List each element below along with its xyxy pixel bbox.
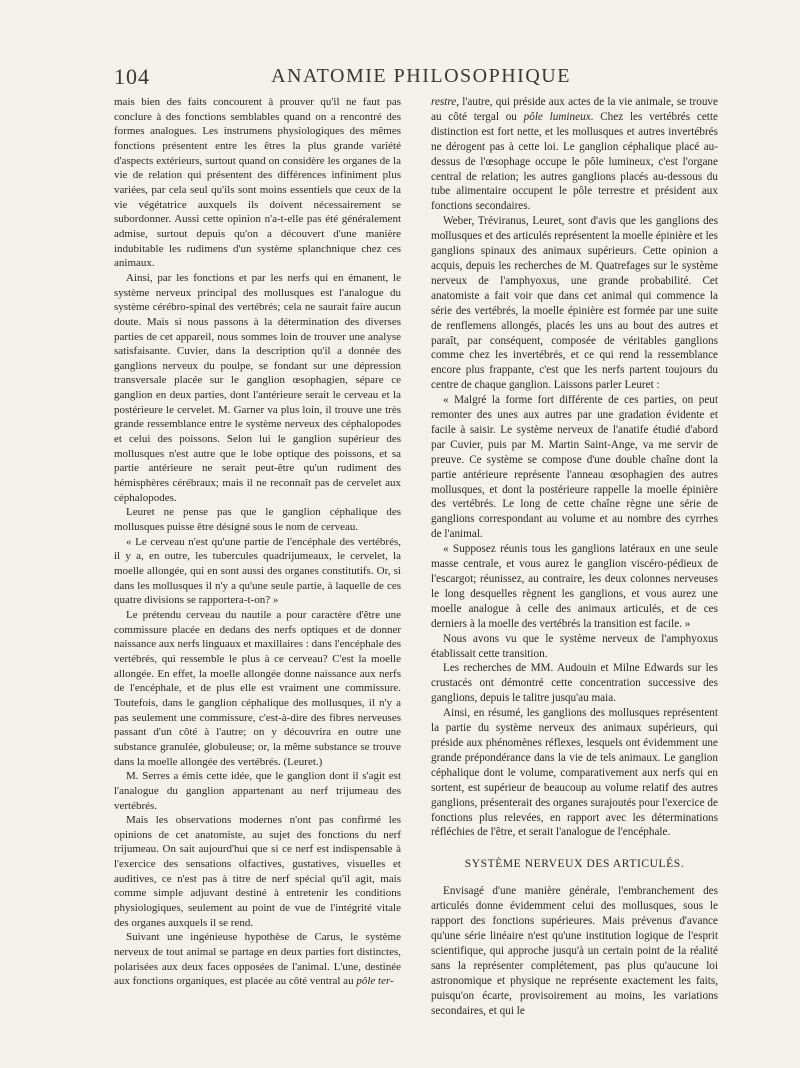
paragraph: Ainsi, en résumé, les ganglions des mollusques représentent la partie du système nerveux des animaux supérieurs, qui préside aux phénomènes réflexes, lesquels ont évidemment une grande prépondérance dans la vie de tels animaux. Le ganglion céphalique dont le volume, comparativement aux nerfs qui en sortent, est supérieur de beaucoup au volume relatif des autres ganglions, présenterait des organes surajoutés pour l'exercice de fonctions plus relevées, en rapport avec les déterminations réfléchies de l'être, et serait l'analogue de l'encéphale. [431,707,718,839]
paragraph: « Malgré la forme fort différente de ces parties, on peut remonter des unes aux autres par une gradation évidente et facile à saisir. Le système nerveux de l'anatife étudié d'abord par Cuvier, puis par M. Martin Saint-Ange, va me servir de preuve. Ce système se compose d'une double chaîne dont la partie antérieure représente l'anneau œsophagien des autres mollusques, et dont la postérieure rappelle la moelle épinière des vertébrés. Le long de cette chaîne règne une série de ganglions correspondant au volume et au nombre des cyrrhes de l'animal. [431,394,718,541]
page-number: 104 [114,64,150,89]
paragraph-continued [431,95,718,214]
paragraph: Ainsi, par les fonctions et par les nerfs qui en émanent, le système nerveux principal des mollusques est l'analogue du système cérébro-spinal des vertébrés; cela ne saurait faire aucun doute. Mais si nous passons à la détermination des diverses parties de cet appareil, nous sommes loin de trouver une analyse satisfaisante. Cuvier, dans la description qu'il a donnée des ganglions nerveux du poulpe, se fondant sur une dépression transversale placée sur le ganglion œsophagien, sépare ce ganglion en deux parties, dont l'antérieure serait le cerveau et la postérieure le cervelet. M. Garner va plus loin, il trouve une très grande ressemblance entre le système nerveux des céphalopodes et celui des poissons. Selon lui le ganglion supérieur des mollusques n'est autre que le lobe optique des poissons, et sa partie antérieure ne serait peut-être qu'un rudiment des hémisphères cérébraux; mais il ne reconnaît pas de cervelet aux céphalopodes. [114,271,401,504]
paragraph-text: Suivant une ingénieuse hypothèse de Carus, le système nerveux de tout animal se partage en deux parties fort distinctes, polarisées aux deux faces opposées de l'animal. L'une, destinée aux fonctions organiques, est placée au côté ventral au [114,931,401,988]
text-columns [114,95,718,1018]
paragraph: « Supposez réunis tous les ganglions latéraux en une seule masse centrale, et vous aurez le ganglion viscéro-pédieux de l'escargot; réunissez, au contraire, les deux colonnes nerveuses le long desquelles règnent les ganglions, et vous aurez une moelle analogue à celle des animaux articulés, et de ces derniers à la moelle des vertébrés la transition est facile. » [431,543,718,630]
paragraph-text: . Chez les vertébrés cette distinction est fort nette, et les mollusques et autres invertébrés ne dérogent pas à cette loi. Le ganglion céphalique placé au-dessus de l'œsophage occupe le pôle lumineux, c'est l'organe central de relation; les autres ganglions placés au-dessous du tube alimentaire occupent le pôle terrestre et président aux fonctions secondaires. [431,110,718,213]
paragraph: « Le cerveau n'est qu'une partie de l'encéphale des vertébrés, il y a, en outre, les tubercules quadrijumeaux, le cervelet, la moelle allongée, qui en sont aussi des organes constitutifs. Or, si dans les mollusques il n'y a qu'une seule partie, à laquelle de ces quatre divisions se rapportera-t-on? » [114,535,401,607]
section-heading: SYSTÈME NERVEUX DES ARTICULÉS. [464,858,685,871]
paragraph: M. Serres a émis cette idée, que le ganglion dont il s'agit est l'analogue du ganglion appartenant au nerf trijumeau des vertébrés. [114,770,401,812]
paragraph: Mais les observations modernes n'ont pas confirmé les opinions de cet anatomiste, au sujet des fonctions du nerf trijumeau. On sait aujourd'hui que si ce nerf est indispensable à l'exercice des sensations olfactives, gustatives, visuelles et auditives, ce n'est pas à titre de nerf spécial qu'il agit, mais comme simple adjuvant destiné à entretenir les conditions physiologiques, seulement au point de vue de l'intégrité vitale des organes auxquels il se rend. [114,814,401,929]
paragraph: Le prétendu cerveau du nautile a pour caractère d'être une commissure placée en dedans des nerfs optiques et de donner naissance aux nerfs linguaux et maxillaires : dans l'encéphale des vertébrés, qui ressemble le plus à ce cerveau? C'est la moelle allongée. En effet, la moelle allongée donne naissance aux nerfs de l'encéphale, et de plus elle est vraiment une commissure. Toutefois, dans le ganglion céphalique des mollusques, il n'y a pas seulement une commissure, c'est-à-dire des fibres nerveuses passant d'un côté à l'autre; on y découvrira en outre une substance granulée, globuleuse; or, la même substance se trouve dans la moelle allongée des vertébrés. (Leuret.) [114,608,401,768]
paragraph-text: l'autre, qui préside aux actes de la vie animale, se trouve au côté tergal ou [431,96,718,123]
paragraph-carus [114,930,401,989]
paragraph: mais bien des faits concourent à prouver qu'il ne faut pas conclure à des fonctions semblables quand on a rencontré des formes analogues. Les instrumens physiologiques des mêmes fonctions présentent entre les êtres la plus grande variété d'aspects extérieurs, surtout quand on considère les organes de la vie de relation qui présentent des différences infiniment plus variées, par cela seul qu'ils sont moins essentiels que ceux de la vie végétatrice auxquels ils doivent nécessairement se subordonner. Aussi cette opinion n'a-t-elle pas été généralement admise, surtout depuis qu'on a découvert d'une manière indubitable les rudimens d'un système splanchnique chez ces animaux. [114,96,401,270]
paragraph: Les recherches de MM. Audouin et Milne Edwards sur les crustacés ont démontré cette concentration successive des ganglions, depuis le talitre jusqu'au maia. [431,662,718,705]
paragraph: Nous avons vu que le système nerveux de l'amphyoxus établissait cette transition. [431,632,718,660]
paragraph: Envisagé d'une manière générale, l'embranchement des articulés donne évidemment celui des mollusques, sous le rapport des fonctions supérieures. Mais prévenus d'avance qu'une série linéaire n'est qu'une institution logique de l'esprit scientifique, qui approche jusqu'à un certain point de la réalité sans la représenter complétement, pas plus qu'aucune loi astronomique et physique ne représente exactement les faits, puisqu'on écarte, provisoirement au moins, les variations secondaires, et qui le [431,885,718,1017]
paragraph: Leuret ne pense pas que le ganglion céphalique des mollusques puisse être désigné sous le nom de cerveau. [114,506,401,534]
italic-term: restre, [431,96,460,108]
italic-term: pôle ter- [356,975,394,988]
paragraph: Weber, Tréviranus, Leuret, sont d'avis que les ganglions des mollusques et des articulés représentent la moelle épinière et les ganglions spinaux des animaux supérieurs. Cette opinion a acquis, depuis les recherches de M. Quatrefages sur le système nerveux de l'amphyoxus, une grande probabilité. Cet anatomiste a fait voir que dans cet animal qui commence la série des vertébrés, la moelle épinière est formée par une suite de renflemens allongés, placés les uns au bout des autres et paraît, par conséquent, composée de véritables ganglions comme chez les invertébrés, et ce qui rend la ressemblance encore plus frappante, c'est que les nerfs partent toujours du centre de chaque ganglion. Laissons parler Leuret : [431,215,718,392]
left-column [114,95,401,1018]
page-header [114,64,718,94]
right-column [431,95,718,1018]
italic-term: pôle lumineux [523,110,591,123]
running-title: ANATOMIE PHILOSOPHIQUE [271,65,571,87]
